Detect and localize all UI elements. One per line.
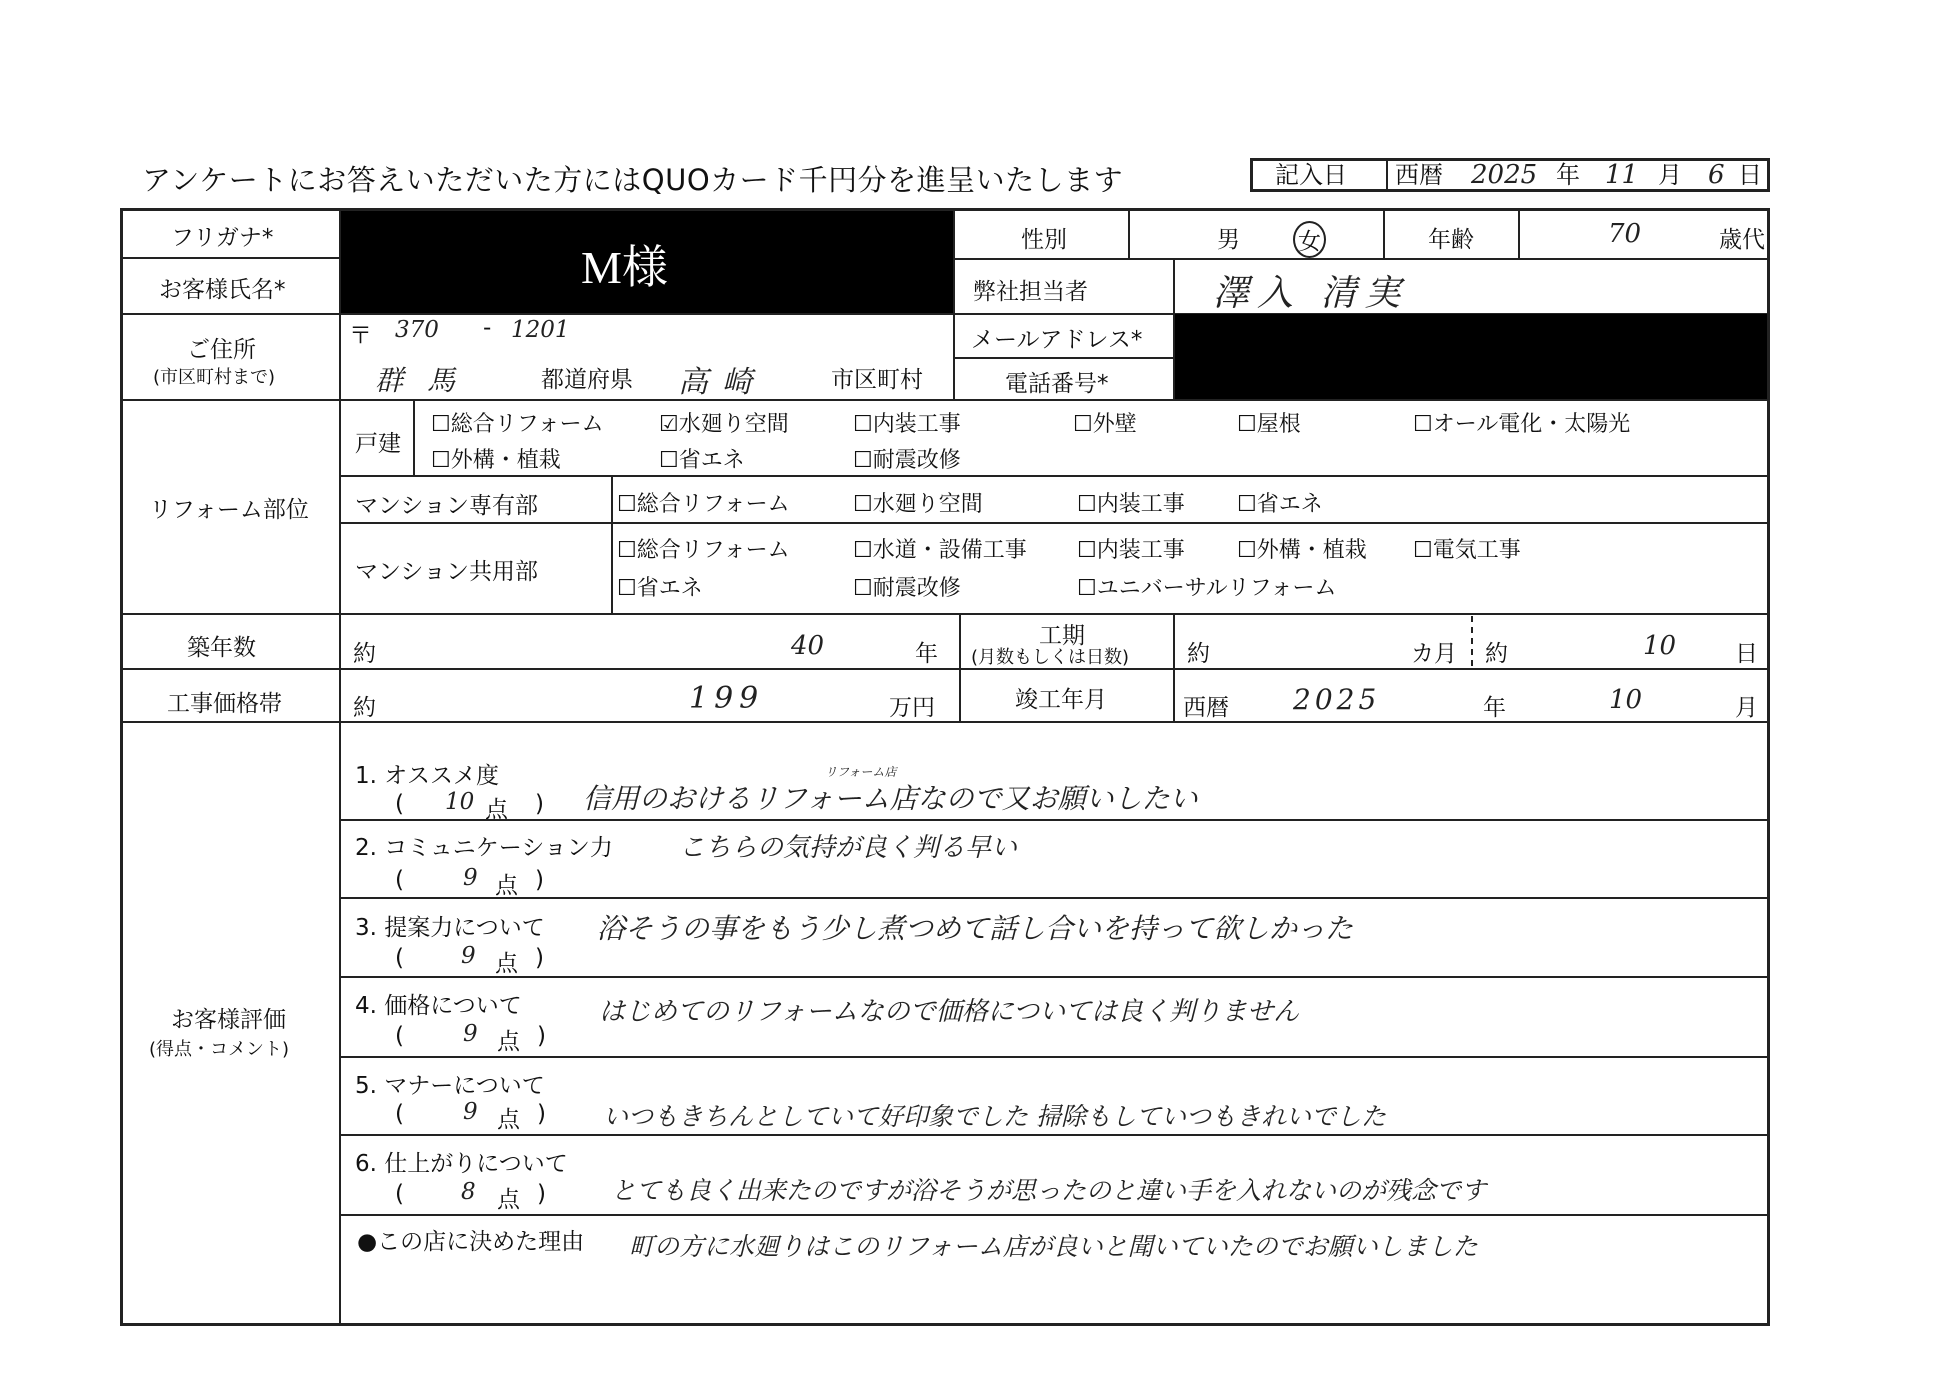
entry-date-box — [1250, 158, 1770, 192]
period-day-unit: 日 — [1735, 641, 1758, 667]
price-unit: 万円 — [889, 695, 935, 721]
eval-item-6-label: 6. 仕上がりについて — [355, 1151, 568, 1177]
eval-item-5-score: 9 — [463, 1099, 478, 1125]
eval-item-4-comment: はじめてのリフォームなので価格については良く判りません — [599, 997, 1300, 1027]
eval-item-1-score: 10 — [445, 789, 475, 815]
mansion-common-universal[interactable]: ☐ユニバーサルリフォーム — [1077, 576, 1337, 601]
mansion-common-label: マンション共用部 — [355, 559, 538, 585]
eval-item-2-label: 2. コミュニケーション力 — [355, 835, 613, 861]
customer-name-label: お客様氏名* — [159, 277, 286, 303]
eval-item-3-label: 3. 提案力について — [355, 915, 545, 941]
postal-mark: 〒 — [349, 323, 372, 349]
price-value: 199 — [689, 681, 765, 716]
email-label: メールアドレス* — [971, 327, 1143, 353]
reform-section-label: リフォーム部位 — [149, 497, 309, 523]
mansion-private-energy-saving[interactable]: ☐省エネ — [1237, 492, 1323, 517]
address-label: ご住所 — [187, 337, 256, 363]
house-option-roof[interactable]: ☐屋根 — [1237, 412, 1301, 437]
eval-item-2-score-open: ( — [395, 867, 404, 893]
mansion-private-label: マンション専有部 — [355, 493, 538, 519]
house-option-exterior-wall[interactable]: ☐外壁 — [1073, 412, 1137, 437]
eval-item-4-label: 4. 価格について — [355, 993, 522, 1019]
eval-item-3-score-unit: 点 — [495, 951, 518, 977]
entry-date-label: 記入日 — [1275, 161, 1347, 189]
age-unit: 歳代 — [1719, 227, 1765, 253]
eval-item-6-score-open: ( — [395, 1181, 404, 1207]
house-option-all-electric-solar[interactable]: ☐オール電化・太陽光 — [1413, 412, 1631, 437]
staff-value: 澤入 清実 — [1213, 273, 1409, 314]
age-label: 年齢 — [1428, 227, 1474, 253]
construction-period-sub: (月数もしくは日数) — [971, 647, 1130, 668]
eval-item-3-score: 9 — [461, 943, 476, 969]
entry-date-month: 11 — [1605, 160, 1639, 190]
entry-date-day: 6 — [1708, 160, 1725, 190]
completion-month: 10 — [1609, 685, 1643, 715]
customer-name-value: M様 — [581, 242, 668, 293]
eval-item-1-label: 1. オススメ度 — [355, 763, 500, 789]
address-sub-label: (市区町村まで) — [153, 367, 276, 388]
eval-item-3-score-open: ( — [395, 945, 404, 971]
mansion-private-total-reform[interactable]: ☐総合リフォーム — [617, 492, 790, 517]
decision-reason-comment: 町の方に水廻りはこのリフォーム店が良いと聞いていたのでお願いしました — [629, 1232, 1478, 1261]
eval-item-1-note: リフォーム店 — [825, 765, 897, 779]
period-approx-days: 約 — [1485, 641, 1508, 667]
house-option-exterior-planting[interactable]: ☐外構・植栽 — [431, 448, 561, 473]
staff-label: 弊社担当者 — [973, 279, 1088, 305]
building-age-unit: 年 — [915, 641, 938, 667]
entry-date-era: 西暦 — [1395, 161, 1443, 189]
eval-item-6-comment: とても良く出来たのですが浴そうが思ったのと違い手を入れないのが残念です — [611, 1176, 1487, 1205]
eval-item-5-label: 5. マナーについて — [355, 1073, 545, 1099]
period-day-value: 10 — [1643, 631, 1677, 661]
period-approx-months: 約 — [1187, 641, 1210, 667]
entry-date-year-unit: 年 — [1556, 161, 1580, 189]
survey-form — [120, 208, 1770, 1326]
eval-item-1-score-open: ( — [395, 791, 404, 817]
building-age-approx: 約 — [353, 641, 376, 667]
mansion-common-exterior-planting[interactable]: ☐外構・植栽 — [1237, 538, 1367, 563]
house-option-total-reform[interactable]: ☐総合リフォーム — [431, 412, 604, 437]
completion-label: 竣工年月 — [1015, 687, 1107, 713]
eval-item-1-score-unit: 点 — [485, 797, 508, 823]
building-age-value: 40 — [791, 631, 825, 661]
eval-item-1-comment: 信用のおけるリフォーム店なので又お願いしたい — [583, 782, 1198, 815]
house-option-energy-saving[interactable]: ☐省エネ — [659, 448, 745, 473]
eval-item-4-score: 9 — [463, 1021, 478, 1047]
completion-year: 2025 — [1293, 683, 1381, 716]
city-value: 高崎 — [678, 365, 766, 400]
eval-item-6-score-close: ) — [537, 1181, 546, 1207]
age-value: 70 — [1608, 219, 1642, 249]
mansion-common-total-reform[interactable]: ☐総合リフォーム — [617, 538, 790, 563]
completion-year-unit: 年 — [1483, 695, 1506, 721]
phone-label: 電話番号* — [1005, 371, 1109, 397]
price-range-label: 工事価格帯 — [167, 691, 282, 717]
eval-item-5-comment: いつもきちんとしていて好印象でした 掃除もしていつもきれいでした — [603, 1102, 1386, 1131]
postal-code-1: 370 — [395, 317, 439, 343]
eval-item-3-comment: 浴そうの事をもう少し煮つめて話し合いを持って欲しかった — [597, 912, 1354, 945]
completion-era: 西暦 — [1183, 695, 1229, 721]
gender-male-option: 男 — [1217, 227, 1240, 253]
decision-reason-label: ●この店に決めた理由 — [357, 1229, 585, 1255]
entry-date-year: 2025 — [1471, 160, 1538, 190]
entry-date-day-unit: 日 — [1738, 161, 1762, 189]
eval-item-4-score-open: ( — [395, 1023, 404, 1049]
eval-item-5-score-open: ( — [395, 1101, 404, 1127]
evaluation-section-sub: (得点・コメント) — [149, 1039, 290, 1060]
gender-female-option-circled: 女 — [1293, 221, 1326, 258]
eval-item-2-score-close: ) — [535, 867, 544, 893]
furigana-label: フリガナ* — [171, 225, 274, 251]
eval-item-6-score-unit: 点 — [497, 1187, 520, 1213]
evaluation-section-label: お客様評価 — [171, 1007, 286, 1033]
house-option-seismic[interactable]: ☐耐震改修 — [853, 448, 961, 473]
price-approx: 約 — [353, 695, 376, 721]
prefecture-value: 群馬 — [375, 364, 480, 397]
eval-item-4-score-close: ) — [537, 1023, 546, 1049]
redacted-contact-block — [1175, 314, 1767, 399]
entry-date-month-unit: 月 — [1658, 161, 1682, 189]
house-option-interior[interactable]: ☐内装工事 — [853, 412, 961, 437]
eval-item-4-score-unit: 点 — [497, 1029, 520, 1055]
city-unit: 市区町村 — [831, 367, 923, 393]
mansion-common-plumbing[interactable]: ☐水道・設備工事 — [853, 538, 1027, 563]
mansion-common-seismic[interactable]: ☐耐震改修 — [853, 576, 961, 601]
house-label: 戸建 — [355, 431, 401, 457]
mansion-private-interior[interactable]: ☐内装工事 — [1077, 492, 1185, 517]
house-option-water-space-checked[interactable]: ☑水廻り空間 — [659, 412, 789, 437]
eval-item-2-score: 9 — [463, 865, 478, 891]
eval-item-2-score-unit: 点 — [495, 873, 518, 899]
postal-dash: - — [483, 315, 492, 341]
gender-label: 性別 — [1021, 227, 1067, 253]
mansion-common-interior[interactable]: ☐内装工事 — [1077, 538, 1185, 563]
building-age-label: 築年数 — [187, 635, 256, 661]
mansion-private-water-space[interactable]: ☐水廻り空間 — [853, 492, 983, 517]
eval-item-2-comment: こちらの気持が良く判る早い — [679, 833, 1018, 863]
completion-month-unit: 月 — [1735, 695, 1758, 721]
prefecture-unit: 都道府県 — [541, 367, 633, 393]
mansion-common-energy-saving[interactable]: ☐省エネ — [617, 576, 703, 601]
survey-header-title: アンケートにお答えいただいた方にはQUOカード千円分を進呈いたします — [142, 163, 1124, 197]
postal-code-2: 1201 — [511, 317, 570, 343]
eval-item-1-score-close: ) — [535, 791, 544, 817]
mansion-common-electrical[interactable]: ☐電気工事 — [1413, 538, 1521, 563]
eval-item-5-score-unit: 点 — [497, 1107, 520, 1133]
eval-item-5-score-close: ) — [537, 1101, 546, 1127]
period-month-unit: カ月 — [1411, 641, 1457, 667]
construction-period-label: 工期 — [1039, 623, 1085, 649]
eval-item-6-score: 8 — [461, 1179, 476, 1205]
eval-item-3-score-close: ) — [535, 945, 544, 971]
